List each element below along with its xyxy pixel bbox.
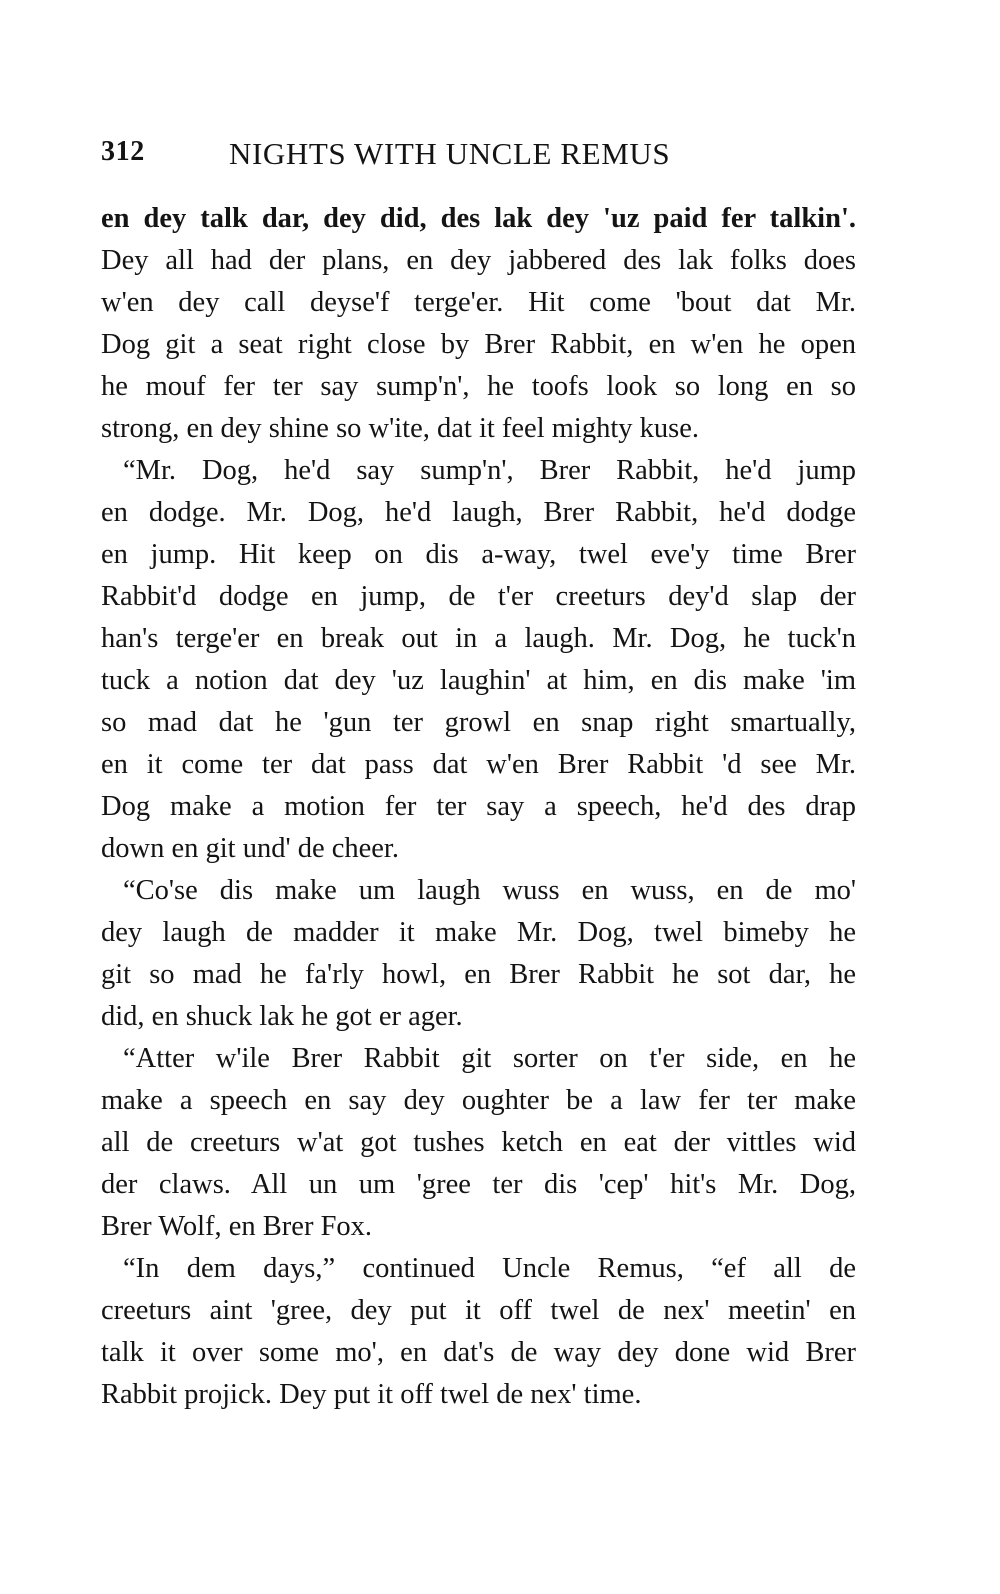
text-line: “In dem days,” continued Uncle Remus, “ef all de (123, 1253, 856, 1284)
text-line: “Co'se dis make um laugh wuss en wuss, en de mo' (123, 875, 856, 906)
paragraph (101, 450, 856, 870)
text-line: “Atter w'ile Brer Rabbit git sorter on t'er side, en he (123, 1043, 856, 1074)
text-line: dey laugh de madder it make Mr. Dog, twel bimeby he (101, 917, 856, 948)
text-line: Dog make a motion fer ter say a speech, he'd des drap (101, 791, 856, 822)
text-line: git so mad he fa'rly howl, en Brer Rabbit he sot dar, he (101, 959, 856, 990)
text-line: all de creeturs w'at got tushes ketch en eat der vittles wid (101, 1127, 856, 1158)
text-line: strong, en dey shine so w'ite, dat it feel mighty kuse. (101, 413, 699, 444)
paragraph (101, 1038, 856, 1248)
paragraph (101, 870, 856, 1038)
text-line: en jump. Hit keep on dis a-way, twel eve'y time Brer (101, 539, 856, 570)
text-line: he mouf fer ter say sump'n', he toofs look so long en so (101, 371, 856, 402)
body-text (101, 198, 856, 1416)
text-line: Rabbit projick. Dey put it off twel de nex' time. (101, 1379, 642, 1410)
paragraph (101, 1248, 856, 1416)
text-line: tuck a notion dat dey 'uz laughin' at him, en dis make 'im (101, 665, 856, 696)
text-line: Brer Wolf, en Brer Fox. (101, 1211, 373, 1242)
text-line: en dodge. Mr. Dog, he'd laugh, Brer Rabbit, he'd dodge (101, 497, 856, 528)
text-line: creeturs aint 'gree, dey put it off twel de nex' meetin' en (101, 1295, 856, 1326)
text-line: der claws. All un um 'gree ter dis 'cep' hit's Mr. Dog, (101, 1169, 856, 1200)
book-title: NIGHTS WITH UNCLE REMUS (229, 136, 671, 171)
text-line: en dey talk dar, dey did, des lak dey 'uz paid fer talkin'. (101, 203, 856, 234)
text-line: down en git und' de cheer. (101, 833, 399, 864)
text-line: so mad dat he 'gun ter growl en snap right smartually, (101, 707, 856, 738)
text-line: han's terge'er en break out in a laugh. Mr. Dog, he tuck'n (101, 623, 856, 654)
paragraph (101, 198, 856, 450)
text-line: talk it over some mo', en dat's de way dey done wid Brer (101, 1337, 856, 1368)
text-line: did, en shuck lak he got er ager. (101, 1001, 463, 1032)
text-line: en it come ter dat pass dat w'en Brer Rabbit 'd see Mr. (101, 749, 856, 780)
text-line: Dey all had der plans, en dey jabbered des lak folks does (101, 245, 856, 276)
text-line: Rabbit'd dodge en jump, de t'er creeturs dey'd slap der (101, 581, 856, 612)
text-line: “Mr. Dog, he'd say sump'n', Brer Rabbit, he'd jump (123, 455, 856, 486)
text-line: w'en dey call deyse'f terge'er. Hit come 'bout dat Mr. (101, 287, 856, 318)
text-line: make a speech en say dey oughter be a law fer ter make (101, 1085, 856, 1116)
page-number: 312 (101, 136, 145, 167)
running-head (101, 128, 861, 180)
text-line: Dog git a seat right close by Brer Rabbit, en w'en he open (101, 329, 856, 360)
